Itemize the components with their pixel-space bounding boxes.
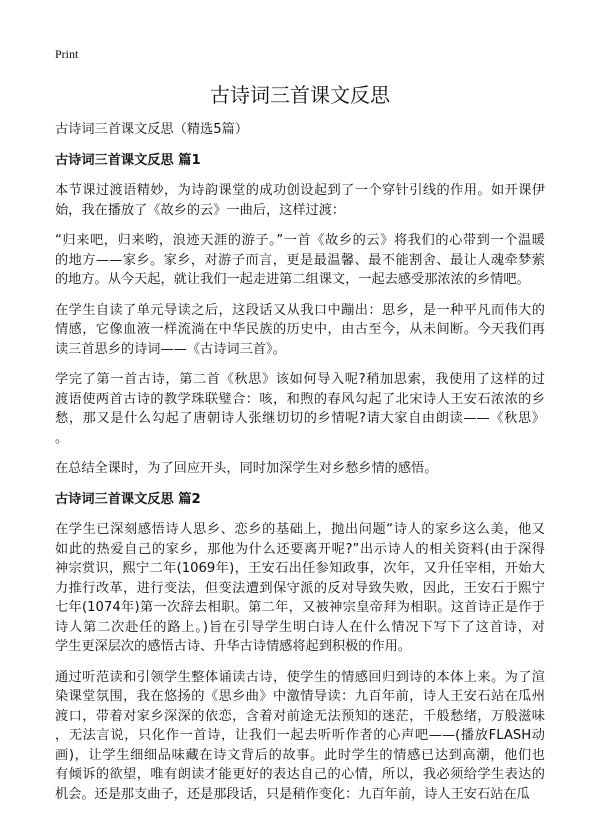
paragraph [55,231,545,290]
text-line: 诗人第二次赴任的路上。)旨在引导学生明白诗人在什么情况下写下了这首诗，对 [55,619,545,635]
text-line: 神宗赏识，熙宁二年(1069年)，王安石出任参知政事，次年，又升任宰相，开始大 [55,561,545,576]
text-line: ，无法言说，只化作一首诗，让我们一起去听听作者的心声吧——(播放FLASH动 [55,728,545,743]
print-link[interactable]: Print [55,47,79,61]
text-line: 。 [55,430,69,446]
paragraph [55,301,545,360]
text-line: 始，我在播放了《故乡的云》一曲后，这样过渡： [55,202,346,218]
text-line: 愁，那又是什么勾起了唐朝诗人张继切切的乡情呢?请大家自由朗读——《秋思》 [55,411,545,426]
text-line: 在学生自读了单元导读之后，这段话又从我口中蹦出：思乡，是一种平凡而伟大的 [55,302,545,318]
text-line: 学生更深层次的感悟古诗、升华古诗情感将起到积极的作用。 [55,639,412,654]
text-line: 在学生已深刻感悟诗人思乡、恋乡的基础上，抛出问题“诗人的家乡这么美，他又 [55,522,545,537]
text-line: 本节课过渡语精妙，为诗韵课堂的成功创设起到了一个穿针引线的作用。如开课伊 [55,183,545,198]
text-line: 学完了第一首古诗，第二首《秋思》该如何导入呢?稍加思索，我使用了这样的过 [55,372,545,387]
paragraph [55,520,545,657]
text-line: 如此的热爱自己的家乡，那他为什么还要离开呢?”出示诗人的相关资料(由于深得 [55,541,545,557]
paragraph [55,181,545,220]
text-line: 情感，它像血液一样流淌在中华民族的历史中，由古至今，从未间断。今天我们再 [55,322,545,337]
text-line: 读三首思乡的诗词——《古诗词三首》。 [55,341,286,357]
text-line: 通过听范读和引领学生整体诵读古诗，使学生的情感回归到诗的本体上来。为了渲 [55,669,545,685]
text-line: 机会。还是那支曲子，还是那段话，只是稍作变化：九百年前，诗人王安石站在瓜 [55,786,530,802]
document-body [55,120,545,815]
text-line: 染课堂氛围，我在悠扬的《思乡曲》中激情导读：九百年前，诗人王安石站在瓜州 [55,689,545,704]
text-line: 的地方——家乡。家乡，对游子而言，更是最温馨、最不能割舍、最让人魂牵梦萦 [55,252,545,268]
section-heading: 古诗词三首课文反思 篇1 [55,152,201,168]
text-line: 力推行改革，进行变法，但变法遭到保守派的反对导致失败，因此，王安石于熙宁 [55,580,545,596]
text-line: 的地方。从今天起，就让我们一起走进第二组课文，一起去感受那浓浓的乡情吧。 [55,272,530,287]
paragraph [55,370,545,448]
paragraph [55,668,545,805]
text-line: 有倾诉的欲望，唯有朗读才能更好的表达自己的心情，所以，我必须给学生表达的 [55,767,545,782]
text-line: 渡口，带着对家乡深深的依恋，含着对前途无法预知的迷茫，千般愁绪，万般滋味 [55,708,545,724]
text-line: “归来吧，归来哟，浪迹天涯的游子。”一首《故乡的云》将我们的心带到一个温暖 [55,233,545,248]
paragraph [55,459,545,479]
text-line: 七年(1074年)第一次辞去相职。第二年，又被神宗皇帝拜为相职。这首诗正是作于 [55,600,545,615]
section-heading: 古诗词三首课文反思 篇2 [55,491,201,507]
page-title: 古诗词三首课文反思 [210,83,390,107]
text-line: 渡语使两首古诗的教学珠联璧合：咳，和煦的春风勾起了北宋诗人王安石浓浓的乡 [55,391,545,407]
text-line: 画)，让学生细细品味藏在诗文背后的故事。此时学生的情感已达到高潮，他们也 [55,747,545,763]
subtitle: 古诗词三首课文反思（精选5篇） [55,122,249,137]
text-line: 在总结全课时，为了回应开头，同时加深学生对乡愁乡情的感悟。 [55,461,438,476]
